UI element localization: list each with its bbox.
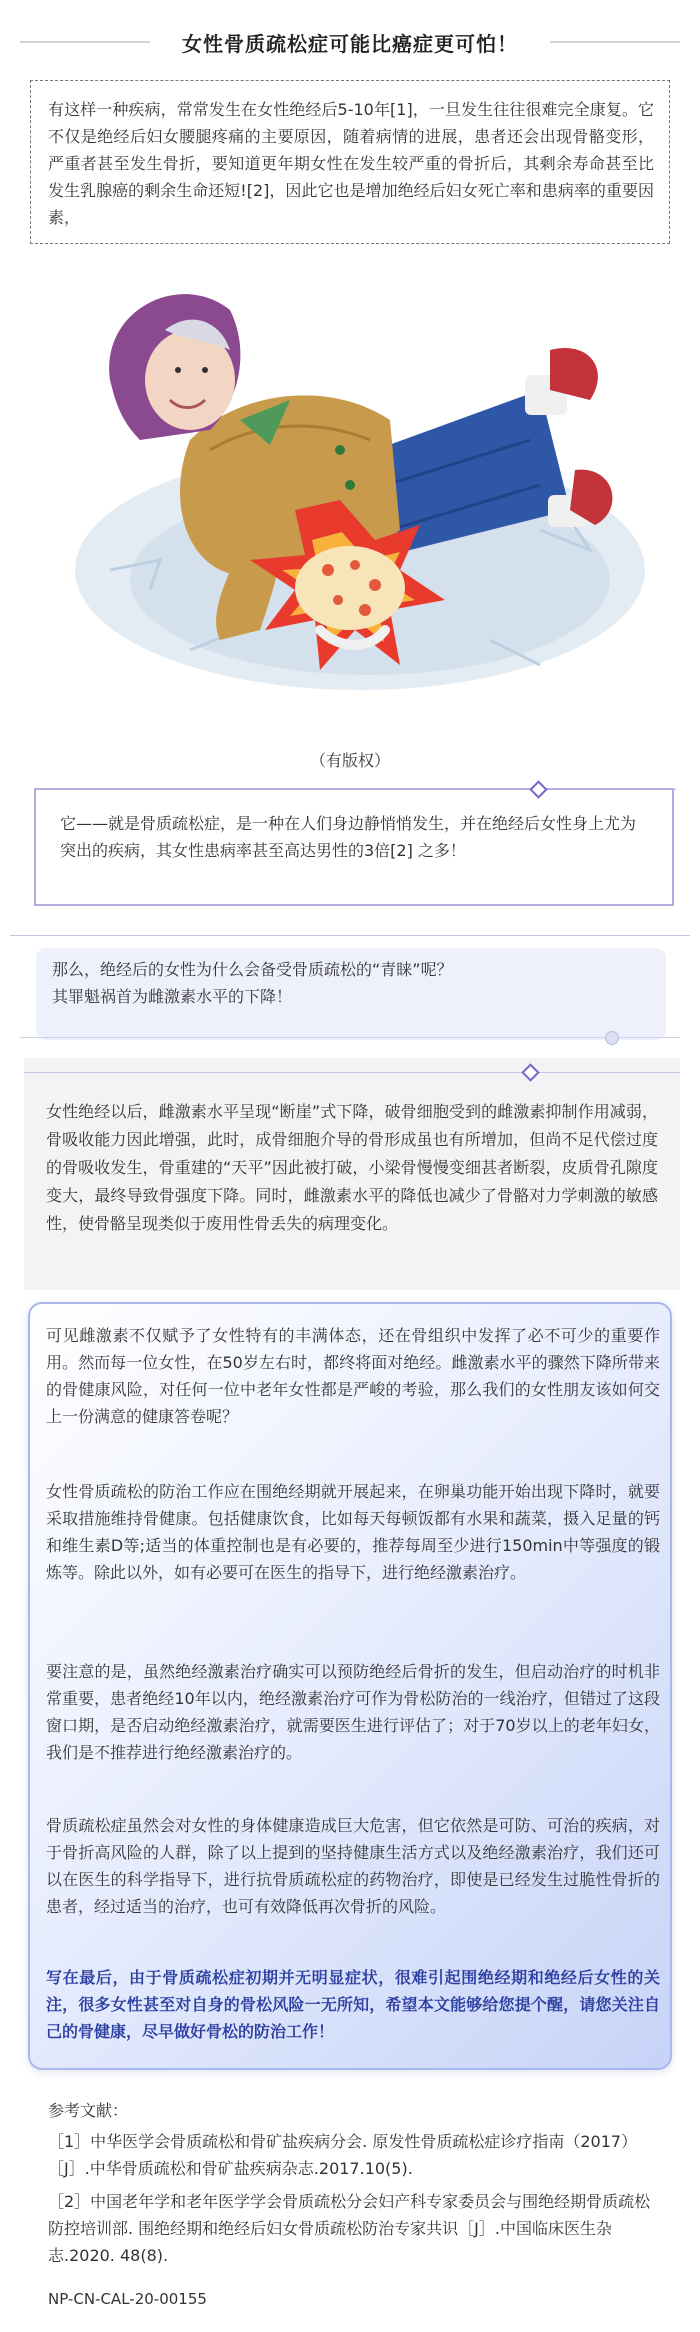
definition-text: 它——就是骨质疏松症，是一种在人们身边静悄悄发生，并在绝经后女性身上尤为突出的疾病，其女性患病率甚至高达男性的3倍[2] 之多！: [60, 814, 637, 860]
reference-item-2: ［2］中国老年学和老年医学学会骨质疏松分会妇产科专家委员会与围绝经期骨质疏松防控培训部. 围绝经期和绝经后妇女骨质疏松防治专家共识［J］.中国临床医生杂志.2020. 48(8).: [48, 2192, 651, 2265]
reference-item-1: ［1］中华医学会骨质疏松和骨矿盐疾病分会. 原发性骨质疏松症诊疗指南（2017）［J］.中华骨质疏松和骨矿盐疾病杂志.2017.10(5).: [48, 2132, 638, 2178]
advice-paragraph-4: 骨质疏松症虽然会对女性的身体健康造成巨大危害，但它依然是可防、可治的疾病，对于骨折高风险的人群，除了以上提到的坚持健康生活方式以及绝经激素治疗，我们还可以在医生的科学指导下，进行抗骨质疏松症的药物治疗，即使是已经发生过脆性骨折的患者，经过适当的治疗，也可有效降低再次骨折的风险。: [46, 1816, 660, 1916]
document-code: NP-CN-CAL-20-00155: [48, 2290, 207, 2308]
advice-conclusion: 写在最后，由于骨质疏松症初期并无明显症状，很难引起围绝经期和绝经后女性的关注，很多女性甚至对自身的骨松风险一无所知，希望本文能够给您提个醒，请您关注自己的骨健康，尽早做好骨松的防治工作！: [46, 1968, 660, 2041]
advice-paragraph-3: 要注意的是，虽然绝经激素治疗确实可以预防绝经后骨折的发生，但启动治疗的时机非常重要，患者绝经10年以内，绝经激素治疗可作为骨松防治的一线治疗，但错过了这段窗口期，是否启动绝经激素治疗，就需要医生进行评估了；对于70岁以上的老年妇女，我们是不推荐进行绝经激素治疗的。: [46, 1662, 660, 1762]
advice-paragraph-2: 女性骨质疏松的防治工作应在围绝经期就开展起来，在卵巢功能开始出现下降时，就要采取措施维持骨健康。包括健康饮食，比如每天每顿饭都有水果和蔬菜，摄入足量的钙和维生素D等;适当的体重控制也是有必要的，推荐每周至少进行150min中等强度的锻炼等。除此以外，如有必要可在医生的指导下，进行绝经激素治疗。: [46, 1482, 660, 1582]
mechanism-box-top-line: [24, 1072, 680, 1073]
diamond-icon: [529, 780, 547, 798]
question-text: [52, 956, 652, 1010]
falling-woman-illustration: [70, 270, 650, 720]
mechanism-paragraph: 女性绝经以后，雌激素水平呈现“断崖”式下降，破骨细胞受到的雌激素抑制作用减弱，骨吸收能力因此增强，此时，成骨细胞介导的骨形成虽也有所增加，但尚不足代偿过度的骨吸收发生，骨重建的“天平”因此被打破，小梁骨慢慢变细甚者断裂，皮质骨孔隙度变大，最终导致骨强度下降。同时，雌激素水平的降低也减少了骨骼对力学刺激的敏感性，使骨骼呈现类似于废用性骨丢失的病理变化。: [46, 1102, 658, 1233]
page-title: 女性骨质疏松症可能比癌症更可怕！: [170, 28, 530, 57]
intro-paragraph: 有这样一种疾病，常常发生在女性绝经后5-10年[1]，一旦发生往往很难完全康复。它不仅是绝经后妇女腰腿疼痛的主要原因，随着病情的进展，患者还会出现骨骼变形，严重者甚至发生骨折，要知道更年期女性在发生较严重的骨折后，其剩余寿命甚至比发生乳腺癌的剩余生命还短![2]，因此它也是增加绝经后妇女死亡率和患病率的重要因素，: [48, 100, 654, 227]
circle-dot-icon: [605, 1031, 619, 1045]
question-divider: [10, 935, 690, 936]
question-line-1: 那么，绝经后的女性为什么会备受骨质疏松的“青睐”呢？: [52, 960, 453, 979]
title-row: [0, 22, 700, 62]
references-title: 参考文献：: [48, 2101, 129, 2120]
image-caption: （有版权）: [309, 751, 390, 770]
advice-paragraph-1: 可见雌激素不仅赋予了女性特有的丰满体态，还在骨组织中发挥了必不可少的重要作用。然而每一位女性，在50岁左右时，都终将面对绝经。雌激素水平的骤然下降所带来的骨健康风险，对任何一位中老年女性都是严峻的考验，那么我们的女性朋友该如何交上一份满意的健康答卷呢？: [46, 1326, 660, 1426]
diamond-icon: [521, 1063, 539, 1081]
definition-box-top-line: [36, 789, 676, 790]
question-box-bottom-line: [20, 1037, 680, 1038]
question-line-2: 其罪魁祸首为雌激素水平的下降！: [52, 987, 293, 1006]
